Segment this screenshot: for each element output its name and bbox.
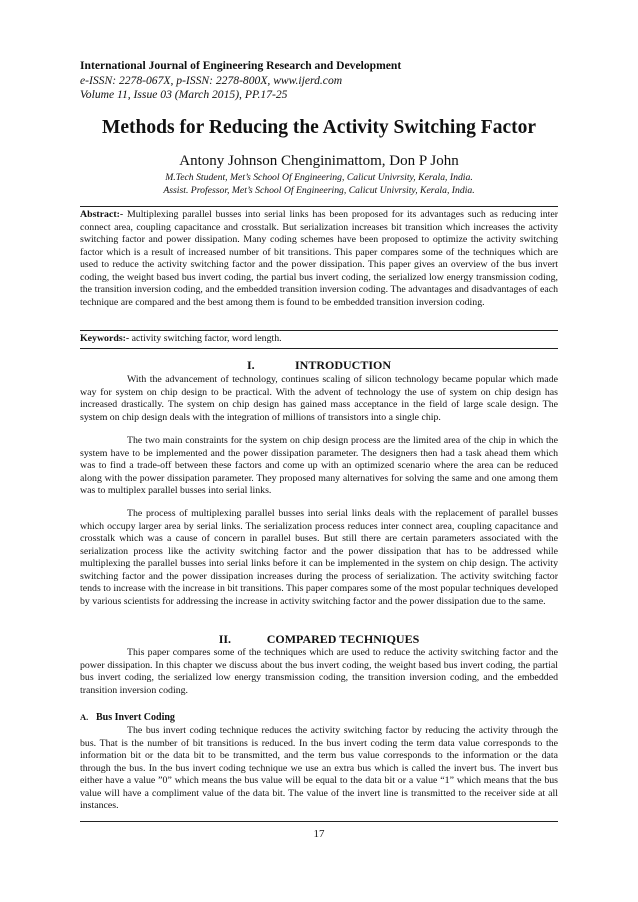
section-title: COMPARED TECHNIQUES [266,632,420,646]
subsection-heading-bus-invert [80,712,175,723]
affiliation-2: Assist. Professor, Met’s School Of Engineering, Calicut Univrsity, Kerala, India. [163,184,475,196]
divider-bottom [80,348,558,349]
abstract-text: Multiplexing parallel busses into serial links has been proposed for its advantages such as reducing inter connect area, coupling capacitance and crosstalk. But serialization increases bit transition which increases the activity switching factor and power dissipation. Many coding schemes have been proposed to optimize the activity switching factor which is a result of increased number of bit transitions. This paper compares some of the techniques which are used to reduce the activity switching factor and the power dissipation. This paper gives an overview of the bus invert coding, the weight based bus invert coding, the partial bus invert coding, the serialized low energy transmission coding, the transition inversion coding, and the embedded transition inversion coding. The advantages and disadvantages of each technique are compared and the best among them is found to be embedded transition inversion coding. [80,209,558,308]
bus-invert-paragraph: The bus invert coding technique reduces the activity switching factor by reducing the activity through the bus. That is the number of bit transitions is reduced. In the bus invert coding the term data value corresponds to the information bit or the data bit to be transmitted, and the term bus value corresponds to the information or the data through the bus. In the bus invert coding technique we use an extra bus which is called the invert bus. The invert bus either have a value ”0” which means the bus value will be equal to the data bit or a value “1” which means that the bus value will have a compliment value of the data bit. The value of the invert line is transmitted to the receiver side at all instances. [80,725,558,812]
affiliation-1: M.Tech Student, Met’s School Of Engineering, Calicut Univrsity, Kerala, India. [165,172,473,183]
section-heading-introduction [80,358,558,373]
section-number: I. [246,358,255,372]
section-heading-compared-techniques [80,632,558,647]
author-affiliations [60,172,578,198]
compared-paragraph-1: This paper compares some of the techniques which are used to reduce the activity switching factor and the power dissipation. In this chapter we discuss about the bus invert coding, the weight based bus invert coding, the partial bus invert coding, the serialized low energy transmission coding, the transition inversion coding, and the embedded transition inversion coding. [80,647,558,696]
divider-top [80,206,558,207]
paper-title: Methods for Reducing the Activity Switching Factor [101,117,537,138]
journal-header [80,59,560,103]
intro-paragraph-2: The two main constraints for the system on chip design process are the limited area of the chip in which the system have to be implemented and the power dissipation parameter. The designers then had a task ahead them which was to find a trade-off between these factors and come up with an optimized scenario where the area can be reduced along with the power dissipation parameter. They proposed many alternatives for solving the same and one among them was to multiplex parallel busses into serial links. [80,435,558,497]
paper-authors: Antony Johnson Chenginimattom, Don P John [179,153,459,169]
issn-line: e-ISSN: 2278-067X, p-ISSN: 2278-800X, www.ijerd.com [80,73,343,87]
section-number: II. [218,632,232,646]
keywords-label: Keywords:- [80,333,130,344]
section-title: INTRODUCTION [294,358,391,372]
keywords-text: activity switching factor, word length. [129,333,282,344]
abstract [80,209,558,309]
page-number: 17 [313,828,325,840]
abstract-label: Abstract:- [80,209,124,220]
intro-paragraph-3: The process of multiplexing parallel busses into serial links deals with the replacement of parallel busses which occupy larger area by serial links. The serialization process reduces inter connect area, coupling capacitance and crosstalk which was a cause of concern in parallel buses. But still there are certain parameters associated with the serialization process like the activity switching factor and the power dissipation that has to be addressed while multiplexing the parallel busses into serial links before it can be implemented in the system on chip design. The activity switching factor and the power dissipation increases during the process of serialization. The activity switching factor tends to increase with the increase in bit transitions. This paper compares some of the most popular techniques developed by various scientists for addressing the increase in activity switching factor and the power dissipation due to the same. [80,508,558,607]
intro-paragraph-1: With the advancement of technology, continues scaling of silicon technology became popular which made way for system on chip design to be practical. With the advent of technology the use of system on chip design has increased drastically. The system on chip design has gained mass acceptance in the field of large scale design. The system on chip design deals with the integration of millions of transistors into a single chip. [80,374,558,423]
divider-middle [80,330,558,331]
footer-rule [80,821,558,822]
volume-line: Volume 11, Issue 03 (March 2015), PP.17-25 [80,88,288,101]
keywords [80,333,558,346]
subsection-title: Bus Invert Coding [96,712,175,723]
journal-name: International Journal of Engineering Research and Development [80,59,402,72]
subsection-letter: A. [80,712,89,722]
